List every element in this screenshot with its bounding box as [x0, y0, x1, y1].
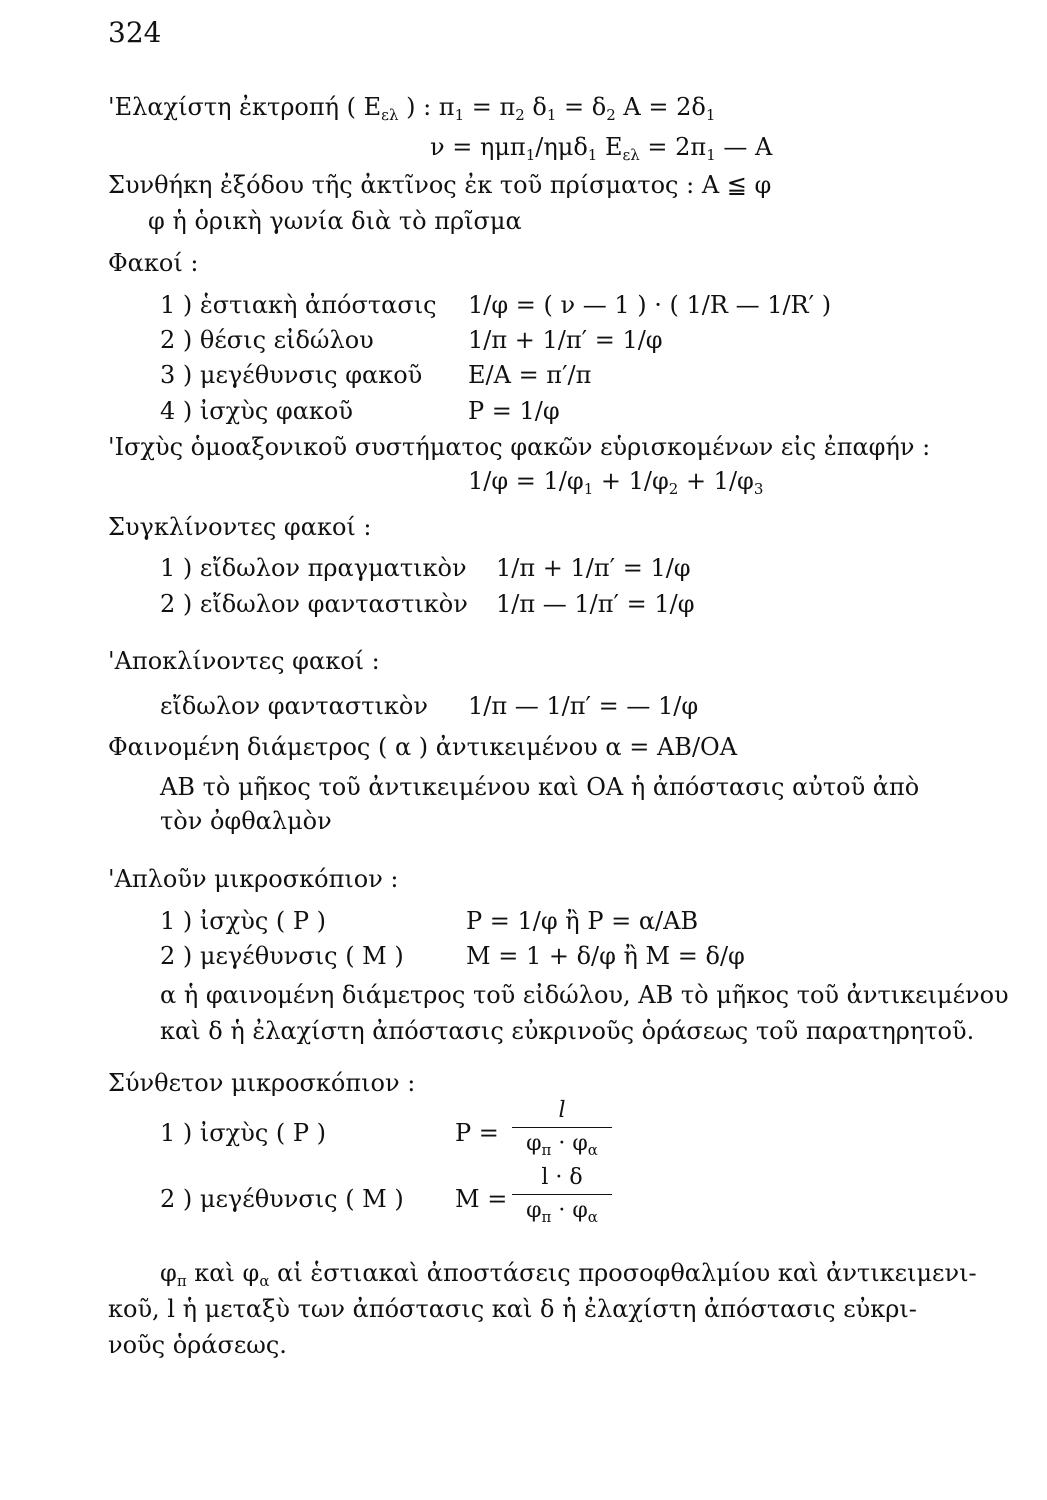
diverging-heading: 'Αποκλίνοντες φακοί : — [108, 647, 380, 675]
compound-note: κοῦ, l ἡ μεταξὺ των ἀπόστασις καὶ δ ἡ ἐλαχίστη ἀπόστασις εὐκρι- — [108, 1295, 917, 1323]
prism-exit-condition: Συνθήκη ἐξόδου τῆς ἀκτῖνος ἐκ τοῦ πρίσματος : A ≦ φ — [108, 171, 772, 199]
lens-item-formula: 1/π + 1/π′ = 1/φ — [468, 326, 663, 354]
prism-exit-note: φ ἡ ὁρικὴ γωνία διὰ τὸ πρῖσμα — [148, 207, 522, 235]
fraction-denominator: $\varphi_\pi \cdot \varphi_\alpha$ — [526, 1198, 598, 1226]
simple-micro-note: α ἡ φαινομένη διάμετρος τοῦ εἰδώλου, AB τὸ μῆκος τοῦ ἀντικειμένου — [160, 981, 1009, 1009]
fraction-bar — [512, 1194, 612, 1195]
compound-magnification-label: 2 ) μεγέθυνσις ( M ) — [160, 1185, 404, 1213]
simple-micro-item-formula: P = 1/φ ἢ P = α/AB — [466, 907, 699, 935]
simple-micro-item-label: 1 ) ἰσχὺς ( P ) — [160, 907, 327, 935]
compound-note: νοῦς ὁράσεως. — [108, 1331, 287, 1359]
lens-item-formula: 1/φ = ( ν — 1 ) · ( 1/R — 1/R′ ) — [468, 291, 832, 319]
min-deviation-line: 'Ελαχίστη ἐκτροπή ( $E_{\varepsilon\lambda}$ ) : $\pi_1 = \pi_2$ $\delta_1 = \delta_2$ $A = 2\delta_1$ — [108, 93, 716, 124]
contact-system-formula: $1/\varphi = 1/\varphi_1 + 1/\varphi_2 + 1/\varphi_3$ — [468, 467, 764, 498]
diverging-formula: 1/π — 1/π′ = — 1/φ — [468, 692, 699, 720]
converging-heading: Συγκλίνοντες φακοί : — [108, 513, 372, 541]
fraction-denominator: $\varphi_\pi \cdot \varphi_\alpha$ — [526, 1131, 598, 1159]
diverging-label: εἴδωλον φανταστικὸν — [160, 692, 428, 720]
apparent-diameter-desc: τὸν ὀφθαλμὸν — [160, 807, 332, 835]
converging-item-formula: 1/π — 1/π′ = 1/φ — [496, 590, 695, 618]
lens-item-formula: E/A = π′/π — [468, 361, 592, 389]
min-deviation-formula: ν = ημπ$_1$/ημδ$_1$ $E_{\varepsilon\lambda} = 2\pi_1$ — A — [430, 133, 773, 164]
apparent-diameter-line: Φαινομένη διάμετρος ( α ) ἀντικειμένου α = AB/OA — [108, 733, 738, 761]
fraction-numerator: l · δ — [541, 1165, 583, 1190]
lens-item-label: 1 ) ἑστιακὴ ἀπόστασις — [160, 291, 437, 319]
simple-micro-note: καὶ δ ἡ ἐλαχίστη ἀπόστασις εὐκρινοῦς ὁράσεως τοῦ παρατηρητοῦ. — [160, 1017, 975, 1045]
apparent-diameter-desc: AB τὸ μῆκος τοῦ ἀντικειμένου καὶ OA ἡ ἀπόστασις αὐτοῦ ἀπὸ — [160, 773, 920, 801]
contact-system-line: 'Ισχὺς ὁμοαξονικοῦ συστήματος φακῶν εὑρισκομένων εἰς ἐπαφήν : — [108, 433, 931, 461]
simple-micro-item-label: 2 ) μεγέθυνσις ( M ) — [160, 942, 404, 970]
simple-microscope-heading: 'Απλοῦν μικροσκόπιον : — [108, 865, 399, 893]
lens-item-label: 3 ) μεγέθυνσις φακοῦ — [160, 361, 423, 389]
converging-item-label: 1 ) εἴδωλον πραγματικὸν — [160, 554, 467, 582]
lens-item-formula: P = 1/φ — [468, 397, 560, 425]
lenses-heading: Φακοί : — [108, 249, 199, 277]
converging-item-label: 2 ) εἴδωλον φανταστικὸν — [160, 590, 468, 618]
compound-power-fraction — [512, 1097, 612, 1158]
compound-note: $\varphi_\pi$ καὶ $\varphi_\alpha$ αἱ ἑστιακαὶ ἀποστάσεις προσοφθαλμίου καὶ ἀντικειμενι- — [160, 1259, 977, 1290]
compound-magnification-lhs: M = — [455, 1185, 508, 1213]
compound-power-label: 1 ) ἰσχὺς ( P ) — [160, 1119, 327, 1147]
lens-item-label: 4 ) ἰσχὺς φακοῦ — [160, 397, 353, 425]
lens-item-label: 2 ) θέσις εἰδώλου — [160, 326, 374, 354]
compound-magnification-fraction — [512, 1164, 612, 1225]
fraction-numerator: l — [558, 1098, 566, 1123]
converging-item-formula: 1/π + 1/π′ = 1/φ — [496, 554, 691, 582]
compound-power-lhs: P = — [455, 1119, 499, 1147]
page-number: 324 — [108, 16, 162, 49]
simple-micro-item-formula: M = 1 + δ/φ ἢ M = δ/φ — [466, 942, 745, 970]
compound-microscope-heading: Σύνθετον μικροσκόπιον : — [108, 1069, 416, 1097]
fraction-bar — [512, 1127, 612, 1128]
